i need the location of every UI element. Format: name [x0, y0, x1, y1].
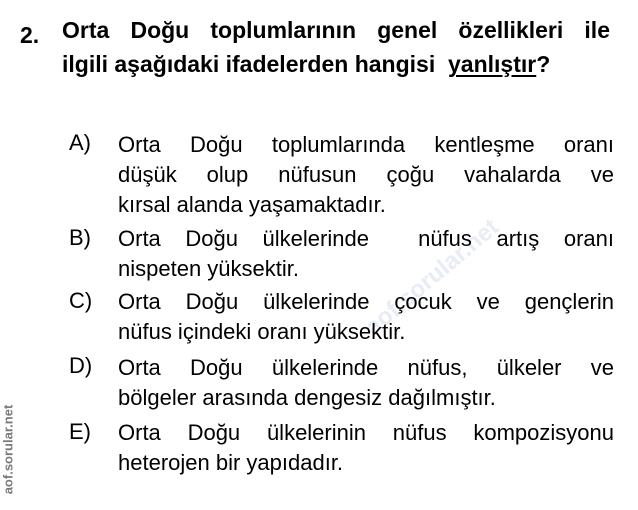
- question-number: 2.: [20, 22, 40, 48]
- question-emphasis: yanlıştır: [448, 51, 537, 77]
- option-d-line-2: bölgeler arasında dengesiz dağılmıştır.: [118, 385, 496, 410]
- question-mark: ?: [536, 51, 551, 77]
- option-a-line-2: düşük olup nüfusun çoğu vahalarda ve: [118, 162, 614, 187]
- option-c-line-2: nüfus içindeki oranı yüksektir.: [118, 319, 406, 344]
- option-c-line-1: Orta Doğu ülkelerinde çocuk ve gençlerin: [118, 289, 614, 314]
- watermark: aof.sorular.net: [360, 213, 505, 341]
- option-e-letter: E): [69, 419, 91, 444]
- option-a-line-3: kırsal alanda yaşamaktadır.: [118, 192, 386, 217]
- question-text-line-1: Orta Doğu toplumlarının genel özellikleri ile: [62, 17, 610, 43]
- question-text-line-2: [62, 51, 550, 78]
- option-a-line-1: Orta Doğu toplumlarında kentleşme oranı: [118, 132, 614, 157]
- option-d-letter: D): [69, 353, 93, 378]
- side-watermark: aof.sorular.net: [0, 404, 16, 495]
- option-c-letter: C): [69, 288, 93, 313]
- option-a-letter: A): [69, 130, 91, 155]
- option-e-line-2: heterojen bir yapıdadır.: [118, 450, 344, 475]
- option-d-line-1: Orta Doğu ülkelerinde nüfus, ülkeler ve: [118, 355, 614, 380]
- option-b-line-2: nispeten yüksektir.: [118, 256, 299, 281]
- option-b-letter: B): [69, 225, 91, 250]
- option-e-line-1: Orta Doğu ülkelerinin nüfus kompozisyonu: [118, 420, 614, 445]
- option-b-line-1: Orta Doğu ülkelerinde nüfus artış oranı: [118, 226, 614, 251]
- question-text-prefix: ilgili aşağıdaki ifadelerden hangisi: [62, 51, 436, 77]
